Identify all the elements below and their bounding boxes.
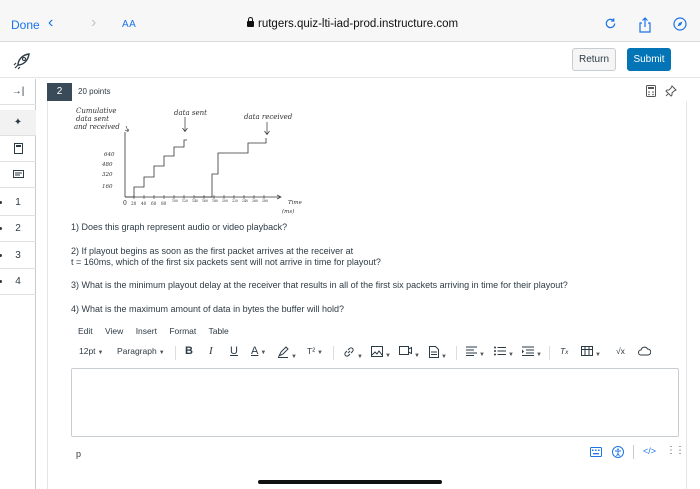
- chevron-down-icon: ▼: [414, 353, 420, 359]
- table-icon[interactable]: [581, 346, 601, 358]
- x-tick: 140: [192, 199, 199, 203]
- answer-editor[interactable]: [71, 368, 679, 437]
- y-tick: 320: [102, 172, 113, 178]
- equation-icon[interactable]: √x: [616, 346, 625, 356]
- submit-button[interactable]: Submit: [627, 48, 671, 71]
- document-icon[interactable]: [429, 346, 447, 360]
- chevron-down-icon: ▼: [385, 353, 391, 359]
- y-tick: 480: [102, 162, 113, 168]
- calculator-icon[interactable]: [646, 85, 656, 97]
- editor-toolbar: [79, 346, 679, 360]
- keyboard-icon[interactable]: [590, 447, 602, 457]
- superscript-label: T²: [307, 346, 316, 356]
- x-tick: 120: [182, 199, 189, 203]
- question-header: [47, 83, 687, 101]
- graph-xlabel-2: (ms): [282, 209, 295, 215]
- share-icon[interactable]: [637, 17, 653, 33]
- question-number: 2: [47, 83, 72, 101]
- calculator-icon[interactable]: [0, 136, 36, 162]
- question-nav-item-3[interactable]: [0, 243, 36, 269]
- question-nav-item-1[interactable]: [0, 190, 36, 216]
- question-nav-label: 2: [15, 223, 21, 234]
- toolbar-divider: [549, 346, 550, 360]
- text-color-button[interactable]: [251, 345, 266, 357]
- rocket-icon: [12, 51, 32, 71]
- chevron-down-icon: ▼: [536, 352, 542, 358]
- pin-icon[interactable]: [665, 85, 677, 97]
- html-editor-icon[interactable]: </>: [643, 446, 657, 456]
- question-points: 20 points: [78, 87, 111, 96]
- accessibility-icon[interactable]: [612, 446, 624, 458]
- x-tick: 200: [222, 199, 229, 203]
- bullet-list-icon[interactable]: [494, 346, 514, 358]
- menu-insert[interactable]: Insert: [135, 326, 157, 336]
- chevron-down-icon: ▼: [317, 350, 323, 356]
- done-button[interactable]: Done: [11, 18, 40, 32]
- ios-status-bar: [0, 0, 700, 8]
- toolbar-divider: [456, 346, 457, 360]
- question-item-2a: 2) If playout begins as soon as the first packet arrives at the receiver at: [71, 246, 354, 256]
- browser-toolbar: [0, 8, 700, 42]
- menu-format[interactable]: Format: [169, 326, 197, 336]
- x-ticks: [123, 199, 268, 207]
- x-tick: 180: [212, 199, 219, 203]
- x-tick: 40: [141, 201, 147, 206]
- received-staircase: [195, 138, 266, 197]
- question-item-4: 4) What is the maximum amount of data in bytes the buffer will hold?: [71, 304, 344, 314]
- chevron-down-icon: ▼: [357, 354, 363, 360]
- bold-button[interactable]: B: [185, 345, 193, 357]
- notes-icon[interactable]: [0, 162, 36, 188]
- toolbar-divider: [333, 346, 334, 360]
- embed-cloud-icon[interactable]: [638, 346, 651, 358]
- x-tick: 220: [232, 199, 239, 203]
- x-tick: 160: [202, 199, 209, 203]
- chevron-down-icon: ▼: [158, 350, 165, 356]
- bullet-icon: [0, 201, 2, 204]
- superscript-button[interactable]: [307, 346, 323, 356]
- question-nav: [0, 79, 36, 489]
- x-tick: 260: [252, 199, 259, 203]
- x-tick: 240: [242, 199, 249, 203]
- text-color-label: A: [251, 345, 259, 357]
- x-tick: 100: [172, 199, 179, 203]
- address-bar[interactable]: [247, 18, 458, 30]
- chevron-down-icon: ▼: [479, 352, 485, 358]
- pin-icon[interactable]: ✦: [0, 110, 36, 136]
- question-item-1: 1) Does this graph represent audio or video playback?: [71, 222, 288, 232]
- chevron-down-icon: ▼: [97, 350, 104, 356]
- question-nav-label: 3: [15, 250, 21, 261]
- graph-ylabel-1: Cumulative: [76, 107, 117, 115]
- reload-icon[interactable]: [602, 17, 618, 33]
- collapse-nav-icon[interactable]: →|: [0, 79, 36, 105]
- hand-drawn-graph: [70, 104, 310, 216]
- home-indicator: [258, 480, 442, 484]
- question-tools: [646, 84, 677, 102]
- graph-label-received: data received: [244, 113, 293, 121]
- chevron-down-icon: ▼: [595, 352, 601, 358]
- graph-label-sent: data sent: [174, 109, 207, 117]
- question-item-3: 3) What is the minimum playout delay at the receiver that results in all of the first six packets arriving in time for their playout?: [71, 280, 568, 290]
- question-item-2b: t = 160ms, which of the first six packets sent will not arrive in time for playout?: [71, 257, 381, 267]
- bullet-icon: [0, 254, 2, 257]
- editor-status-icons: [590, 445, 684, 460]
- compass-icon[interactable]: [672, 17, 688, 33]
- link-icon[interactable]: [343, 346, 363, 360]
- quiz-header: [0, 42, 700, 78]
- question-nav-item-2[interactable]: [0, 216, 36, 242]
- bullet-icon: [0, 280, 2, 283]
- element-path: p: [76, 449, 82, 459]
- x-tick: 60: [151, 201, 157, 206]
- block-format-select[interactable]: [117, 346, 165, 356]
- x-tick: 80: [161, 201, 167, 206]
- font-size-select[interactable]: [79, 346, 104, 356]
- chevron-down-icon: ▼: [291, 354, 297, 360]
- x-tick: 20: [131, 201, 137, 206]
- sent-staircase: [125, 140, 187, 197]
- clear-formatting-icon[interactable]: Tx: [560, 346, 569, 356]
- forward-icon[interactable]: ›: [91, 14, 97, 31]
- y-tick: 160: [102, 184, 113, 190]
- underline-button[interactable]: U: [230, 345, 238, 357]
- menu-edit[interactable]: Edit: [78, 326, 93, 336]
- chevron-down-icon: ▼: [441, 354, 447, 360]
- highlight-icon[interactable]: [277, 346, 297, 360]
- lock-icon: [247, 21, 254, 27]
- indent-icon[interactable]: [522, 346, 542, 358]
- graph-ylabel-2: data sent: [76, 115, 109, 123]
- menu-view[interactable]: View: [105, 326, 124, 336]
- x-tick: 280: [262, 199, 269, 203]
- reader-options-button[interactable]: AA: [122, 19, 137, 30]
- question-nav-item-4[interactable]: [0, 269, 36, 295]
- question-nav-label: 1: [15, 197, 21, 208]
- status-divider: [633, 445, 634, 459]
- media-icon[interactable]: [399, 346, 420, 359]
- resize-handle-icon[interactable]: ⋮⋮: [666, 445, 684, 456]
- toolbar-divider: [175, 346, 176, 360]
- menu-table[interactable]: Table: [208, 326, 229, 336]
- italic-button[interactable]: I: [209, 345, 213, 357]
- font-size-value: 12pt: [79, 346, 96, 356]
- block-format-value: Paragraph: [117, 346, 157, 356]
- image-icon[interactable]: [371, 346, 391, 359]
- question-nav-label: 4: [15, 276, 21, 287]
- chevron-down-icon: ▼: [508, 352, 514, 358]
- bullet-icon: [0, 227, 2, 230]
- x-tick: 0: [123, 200, 127, 207]
- chevron-down-icon: ▼: [260, 350, 267, 356]
- graph-ylabel-3: and received: [74, 123, 120, 131]
- editor-menubar: [78, 326, 239, 336]
- back-icon[interactable]: ‹: [48, 14, 54, 31]
- graph-xlabel-1: Time: [288, 200, 302, 206]
- return-button[interactable]: Return: [572, 48, 616, 71]
- y-tick: 640: [104, 152, 115, 158]
- align-icon[interactable]: [466, 346, 485, 358]
- url-text: rutgers.quiz-lti-iad-prod.instructure.com: [258, 18, 459, 30]
